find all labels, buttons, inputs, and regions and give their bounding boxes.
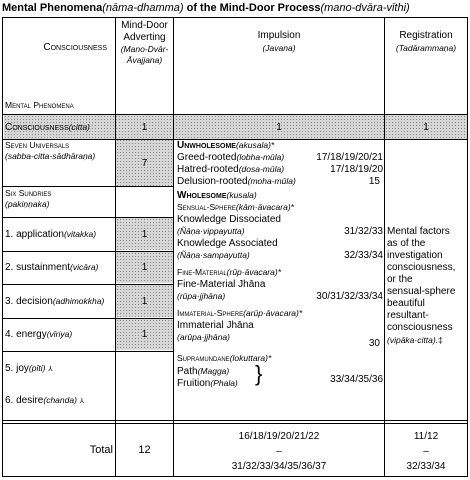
row-energy-mda: 1 [141,329,148,340]
immaterial-jhana-numbers: 30 [368,338,380,349]
row-decision-mda: 1 [141,296,148,307]
header-registration: Registration (Tadārammaṇa) [395,30,457,53]
knowledge-associated-pali: (Ñāṇa·sampayutta) [177,250,250,260]
supramundane-numbers: 33/34/35/36 [330,374,383,385]
supramundane-heading: Supramundane(lokuttara)* [177,353,272,363]
desire-mark-icon: ⅄ [79,398,84,405]
row-consciousness-label: Consciousness(citta) [5,122,90,133]
fine-material-jhana-pali: (rūpa·jjhāna) [177,291,226,301]
immaterial-jhana: Immaterial Jhāna [177,320,254,331]
header-consciousness: Consciousness [43,42,107,53]
registration-note-mark-icon: ‡ [438,335,443,345]
total-registration: 11/12 – 32/33/34 [406,431,446,472]
row-desire-label: 6. desire(chanda) ⅄ [5,395,84,406]
wholesome-heading: Wholesome(kusala) [177,190,257,201]
unwholesome-heading: Unwholesome(akusala)* [177,140,275,151]
hatred-rooted-numbers: 17/18/19/20 [330,164,383,175]
knowledge-dissociated-numbers: 31/32/33 [344,226,383,237]
registration-note: Mental factors as of the investigation consciousness, or the sensual-sphere beautiful resultant- consciousness (vipāka·citta).‡ [387,226,456,345]
row-universals-mda: 7 [141,158,148,169]
total-mda: 12 [138,444,151,456]
row-application-mda: 1 [141,229,148,240]
row-energy-label: 4. energy(vīriya) [5,329,73,340]
row-application-label: 1. application(vitakka) [5,229,97,240]
row-sustainment-label: 2. sustainment(vicāra) [5,262,99,273]
row-sundries-label: Six Sundries (pakiṇṇaka) [5,188,52,209]
knowledge-associated-numbers: 32/33/34 [344,250,383,261]
table-title: Mental Phenomena(nāma-dhamma) of the Mind-Door Process(mano-dvāra-vīthi) [2,2,410,14]
immaterial-sphere-heading: Immaterial-Sphere(arūp·āvacara)* [177,308,303,318]
fruition-item: Fruition(Phala) [177,378,238,389]
header-mind-door-adverting: Mind-Door Adverting (Mano-Dvār-Āvajjana) [120,20,169,65]
fine-material-numbers: 30/31/32/33/34 [316,291,383,302]
sensual-sphere-heading: Sensual-Sphere(kām·āvacara)* [177,202,294,212]
knowledge-dissociated-pali: (Ñāṇa·vippayutta) [177,226,245,236]
row-joy-label: 5. joy(pīti) ⅄ [5,363,53,374]
header-impulsion: Impulsion (Javana) [257,30,301,53]
row-consciousness-impulsion: 1 [276,122,282,133]
immaterial-jhana-pali: (arūpa·jjhāna) [177,332,230,342]
delusion-rooted: Delusion-rooted(moha-mūla) [177,176,296,187]
hatred-rooted: Hatred-rooted(dosa-mūla) [177,164,285,175]
greed-rooted-numbers: 17/18/19/20/21 [316,152,383,163]
fine-material-heading: Fine-Material(rūp·āvacara)* [177,267,281,277]
phenomena-table [2,17,468,477]
knowledge-associated: Knowledge Associated [177,238,278,249]
fine-material-jhana: Fine-Material Jhāna [177,279,266,290]
greed-rooted: Greed-rooted(lobha-mūla) [177,152,285,163]
path-item: Path(Magga) [177,366,230,377]
total-impulsion: 16/18/19/20/21/22 – 31/32/33/34/35/36/37 [231,431,327,472]
knowledge-dissociated: Knowledge Dissociated [177,214,281,225]
total-label: Total [89,444,113,456]
header-mental-phenomena: Mental Phenomena [5,100,74,110]
row-sustainment-mda: 1 [141,262,148,273]
row-universals-label: Seven Universals (sabba-citta-sādhāraṇa) [5,140,96,161]
joy-mark-icon: ⅄ [48,366,53,373]
delusion-rooted-numbers: 15 [368,176,380,187]
row-consciousness-registration: 1 [423,122,429,133]
row-consciousness-mda: 1 [141,122,148,133]
row-decision-label: 3. decision(adhimokkha) [5,296,105,307]
supramundane-brace: } [255,361,263,386]
